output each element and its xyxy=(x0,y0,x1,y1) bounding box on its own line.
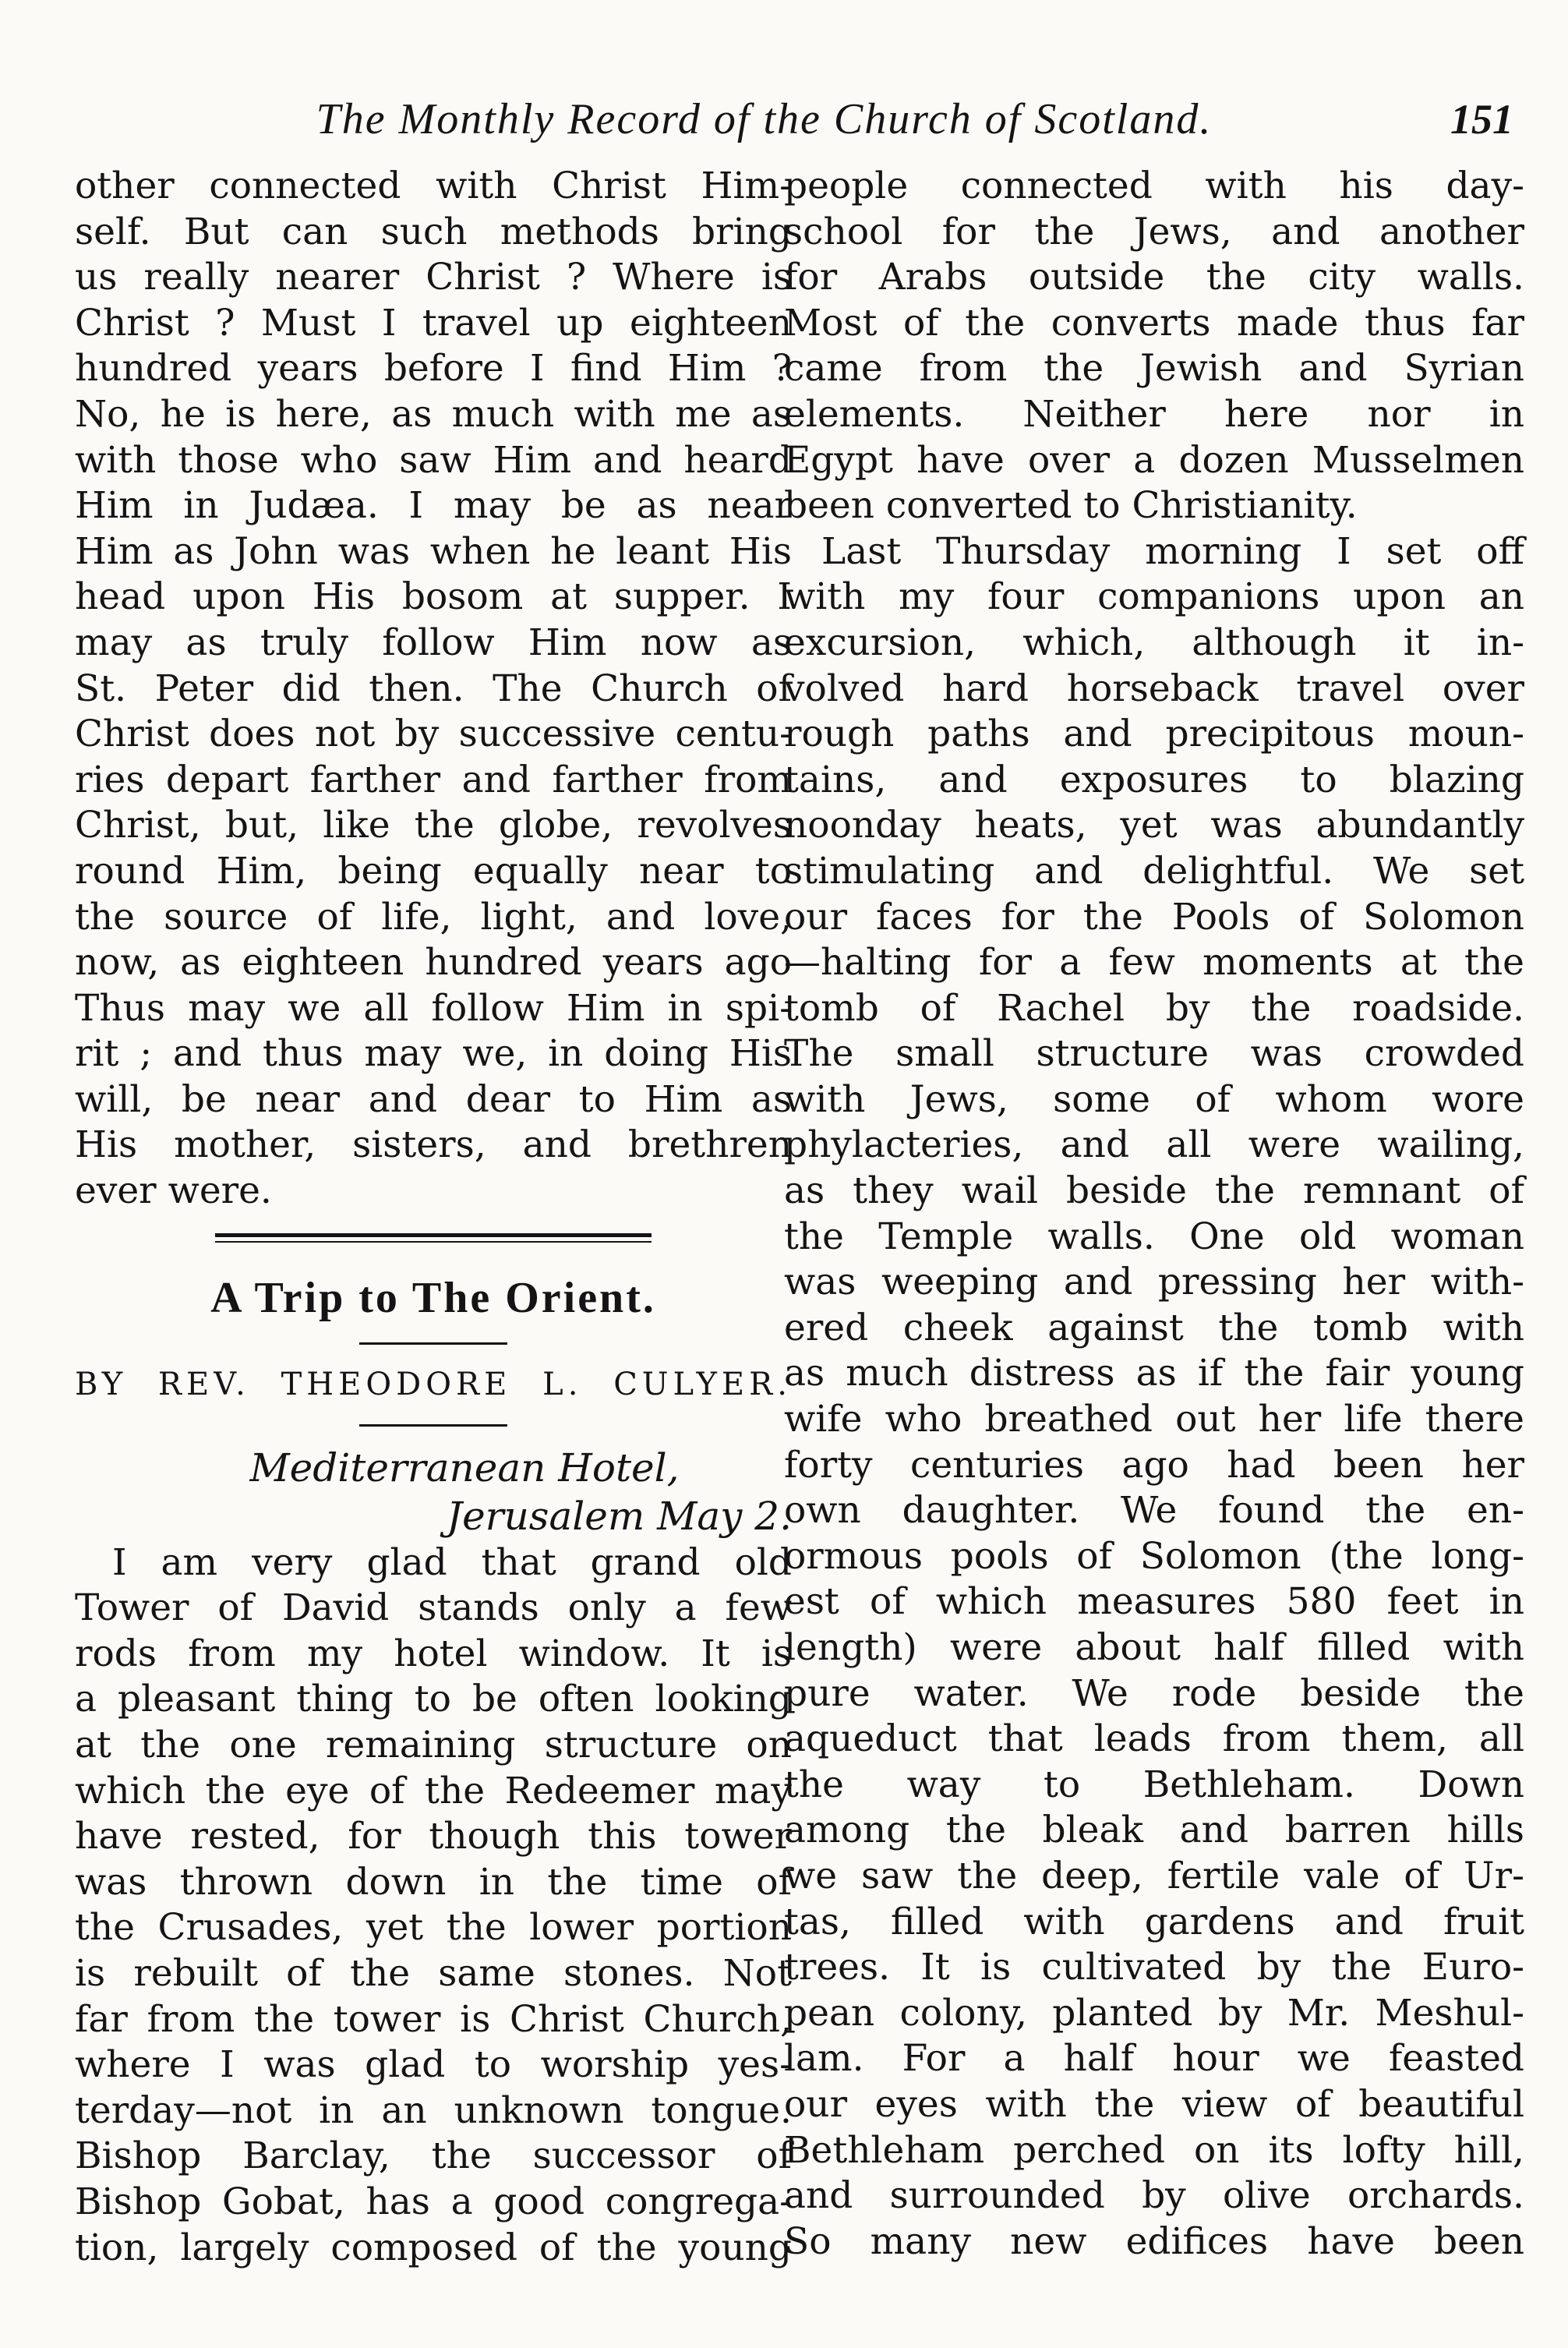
text-line: length) were about half filled with xyxy=(784,1626,1524,1669)
text-line: was weeping and pressing her with- xyxy=(784,1261,1524,1304)
running-title: The Monthly Record of the Church of Scotland. xyxy=(316,95,1213,143)
text-line: been converted to Christianity. xyxy=(784,484,1358,528)
text-line: aqueduct that leads from them, all xyxy=(784,1717,1524,1761)
text-line: ered cheek against the tomb with xyxy=(784,1306,1524,1349)
double-rule-divider xyxy=(215,1233,652,1243)
text-line: pure water. We rode beside the xyxy=(784,1671,1524,1715)
text-line: other connected with Christ Him- xyxy=(75,164,792,207)
text-line: Bethleham perched on its lofty hill, xyxy=(784,2128,1524,2172)
text-line: will, be near and dear to Him as xyxy=(75,1077,792,1121)
byline xyxy=(75,1362,792,1407)
text-line: rods from my hotel window. It is xyxy=(75,1632,792,1675)
text-line: for Arabs outside the city walls. xyxy=(784,256,1524,299)
text-line: is rebuilt of the same stones. Not xyxy=(75,1952,792,1995)
text-line: have rested, for though this tower xyxy=(75,1815,792,1858)
text-line: the Crusades, yet the lower portion xyxy=(75,1906,792,1950)
running-head xyxy=(78,92,1521,147)
left-column-text xyxy=(75,164,792,1215)
text-line: wife who breathed out her life there xyxy=(784,1398,1524,1441)
text-line: came from the Jewish and Syrian xyxy=(784,347,1524,391)
text-line: Egypt have over a dozen Musselmen xyxy=(784,438,1524,482)
text-line: His mother, sisters, and brethren xyxy=(75,1123,792,1167)
text-line: Last Thursday morning I set off xyxy=(821,529,1524,573)
text-line: with my four companions upon an xyxy=(784,575,1524,619)
text-line: The small structure was crowded xyxy=(784,1032,1524,1076)
text-line: far from the tower is Christ Church, xyxy=(75,1997,792,2041)
byline-word: L. xyxy=(542,1366,583,1402)
byline-word: BY xyxy=(75,1366,128,1402)
text-line: forty centuries ago had been her xyxy=(784,1443,1524,1487)
text-line: volved hard horseback travel over xyxy=(784,667,1524,710)
text-line: trees. It is cultivated by the Euro- xyxy=(784,1946,1524,1989)
text-line: stimulating and delightful. We set xyxy=(784,849,1524,893)
text-line: head upon His bosom at supper. I xyxy=(75,575,792,619)
text-line: a pleasant thing to be often looking xyxy=(75,1678,792,1721)
text-line: the way to Bethleham. Down xyxy=(784,1763,1524,1806)
text-line: Him as John was when he leant His xyxy=(75,529,792,573)
text-line: Christ, but, like the globe, revolves xyxy=(75,804,792,847)
byline-word: CULYER. xyxy=(613,1366,792,1402)
text-line: tion, largely composed of the young xyxy=(75,2226,792,2269)
text-line: may as truly follow Him now as xyxy=(75,621,792,664)
text-line: Bishop Barclay, the successor of xyxy=(75,2134,792,2178)
text-line: pean colony, planted by Mr. Meshul- xyxy=(784,1991,1524,2035)
text-line: So many new edifices have been xyxy=(784,2219,1524,2263)
text-line: at the one remaining structure on xyxy=(75,1724,792,1767)
text-line: ever were. xyxy=(75,1169,272,1213)
short-rule-divider xyxy=(359,1342,507,1345)
text-line: school for the Jews, and another xyxy=(784,210,1524,253)
short-rule-divider xyxy=(359,1424,507,1427)
text-line: lam. For a half hour we feasted xyxy=(784,2037,1524,2081)
text-line: Thus may we all follow Him in spi- xyxy=(75,986,792,1030)
text-line: Bishop Gobat, has a good congrega- xyxy=(75,2180,792,2223)
text-line: ries depart farther and farther from xyxy=(75,758,792,801)
article-title: A Trip to The Orient. xyxy=(210,1273,656,1322)
text-line: tains, and exposures to blazing xyxy=(784,758,1524,801)
byline-word: THEODORE xyxy=(281,1366,512,1402)
text-line: est of which measures 580 feet in xyxy=(784,1580,1524,1624)
text-line: hundred years before I find Him ? xyxy=(75,347,792,391)
text-line: elements. Neither here nor in xyxy=(784,392,1524,436)
text-line: which the eye of the Redeemer may xyxy=(75,1769,792,1812)
text-line: the source of life, light, and love, xyxy=(75,895,792,939)
dateline-place: Mediterranean Hotel, xyxy=(249,1445,680,1490)
right-paragraph-1 xyxy=(784,164,1524,529)
text-line: excursion, which, although it in- xyxy=(784,621,1524,664)
right-paragraph-2 xyxy=(784,529,1524,2265)
text-line: where I was glad to worship yes- xyxy=(75,2043,792,2087)
text-line: ormous pools of Solomon (the long- xyxy=(784,1534,1524,1578)
text-line: with those who saw Him and heard xyxy=(75,438,792,482)
text-line: rit ; and thus may we, in doing His xyxy=(75,1032,792,1076)
text-line: among the bleak and barren hills xyxy=(784,1809,1524,1852)
page-number: 151 xyxy=(1450,96,1513,143)
text-line: self. But can such methods bring xyxy=(75,210,792,253)
text-line: rough paths and precipitous moun- xyxy=(784,713,1524,756)
text-line: as they wail beside the remnant of xyxy=(784,1169,1524,1213)
text-line: now, as eighteen hundred years ago xyxy=(75,941,792,985)
text-line: round Him, being equally near to xyxy=(75,849,792,893)
text-line: Christ ? Must I travel up eighteen xyxy=(75,301,792,345)
text-line: as much distress as if the fair young xyxy=(784,1352,1524,1395)
text-line: and surrounded by olive orchards. xyxy=(784,2174,1524,2218)
text-line: people connected with his day- xyxy=(784,164,1524,207)
text-line: was thrown down in the time of xyxy=(75,1860,792,1904)
text-line: tomb of Rachel by the roadside. xyxy=(784,986,1524,1030)
text-line: Most of the converts made thus far xyxy=(784,301,1524,345)
text-line: terday—not in an unknown tongue. xyxy=(75,2088,792,2132)
text-line: noonday heats, yet was abundantly xyxy=(784,804,1524,847)
text-line: we saw the deep, fertile vale of Ur- xyxy=(784,1854,1524,1897)
text-line: our faces for the Pools of Solomon xyxy=(784,895,1524,939)
text-line: with Jews, some of whom wore xyxy=(784,1077,1524,1121)
text-line: Him in Judæa. I may be as near xyxy=(75,484,792,528)
text-line: tas, filled with gardens and fruit xyxy=(784,1900,1524,1943)
text-line: Tower of David stands only a few xyxy=(75,1586,792,1630)
text-line: Christ does not by successive centu- xyxy=(75,713,792,756)
dateline-date: Jerusalem May 2. xyxy=(447,1493,792,1539)
text-line: us really nearer Christ ? Where is xyxy=(75,256,792,299)
byline-word: REV. xyxy=(157,1366,250,1402)
right-column xyxy=(784,164,1524,2265)
text-line: own daughter. We found the en- xyxy=(784,1489,1524,1533)
text-line: No, he is here, as much with me as xyxy=(75,392,792,436)
text-line: phylacteries, and all were wailing, xyxy=(784,1123,1524,1167)
text-line: St. Peter did then. The Church of xyxy=(75,667,792,710)
article-body-start xyxy=(75,1540,792,2272)
text-line: our eyes with the view of beautiful xyxy=(784,2082,1524,2126)
text-line: I am very glad that grand old xyxy=(112,1540,792,1584)
text-line: —halting for a few moments at the xyxy=(784,941,1524,985)
left-column xyxy=(75,164,792,2271)
text-line: the Temple walls. One old woman xyxy=(784,1215,1524,1258)
